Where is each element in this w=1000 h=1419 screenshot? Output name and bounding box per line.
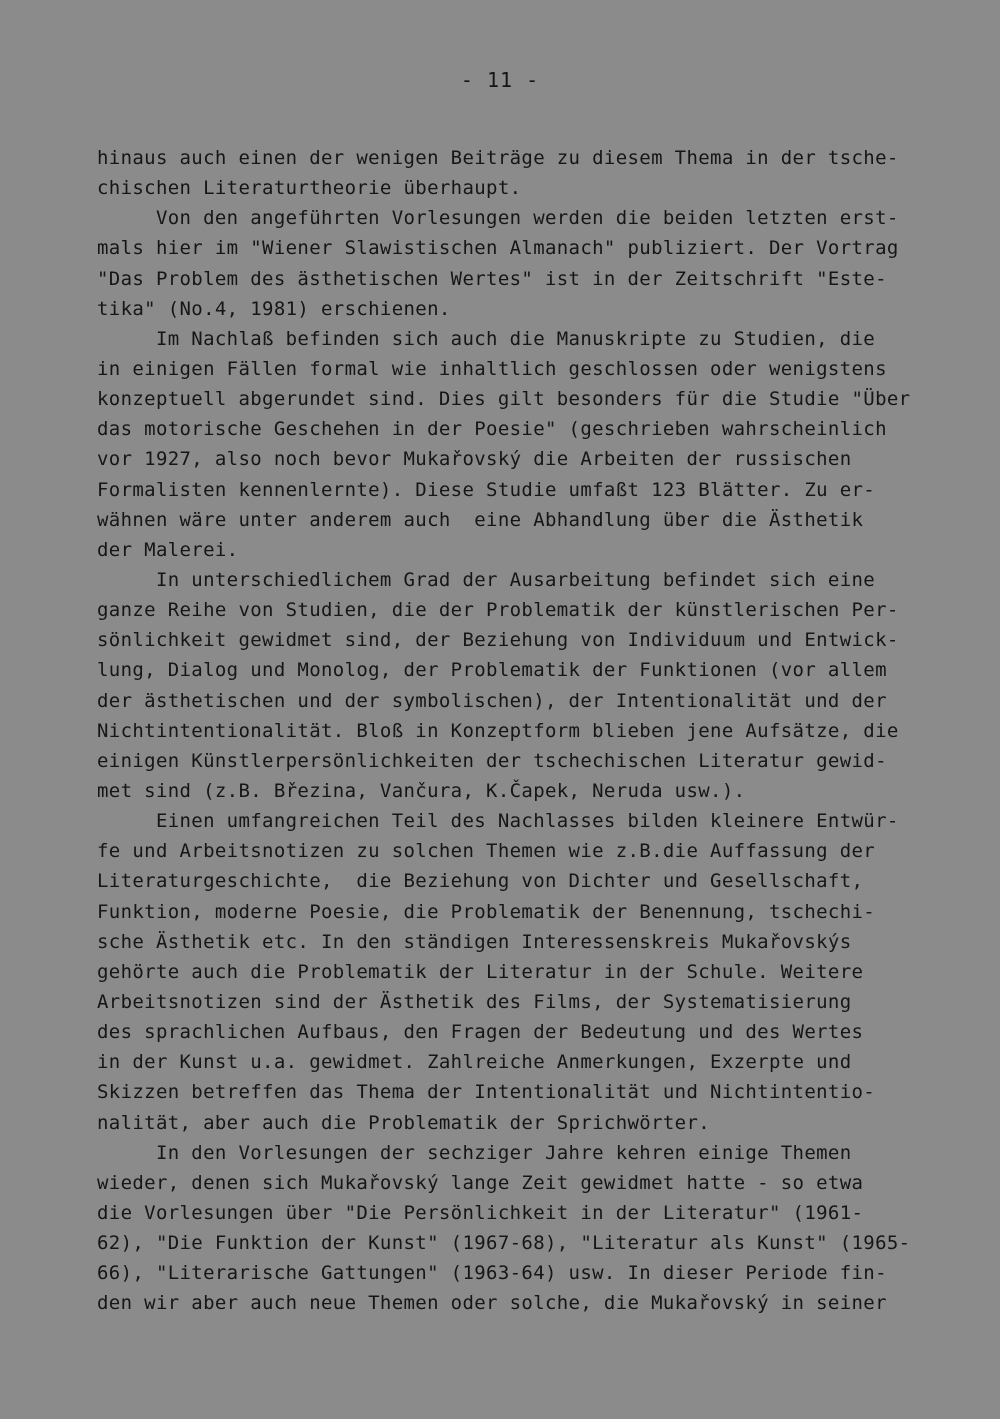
text-line: Einen umfangreichen Teil des Nachlasses bilden kleinere Entwür- bbox=[97, 810, 899, 833]
text-line: hinaus auch einen der wenigen Beiträge zu diesem Thema in der tsche- bbox=[97, 147, 899, 169]
text-line: In den Vorlesungen der sechziger Jahre kehren einige Themen bbox=[97, 1141, 852, 1164]
text-line: wieder, denen sich Mukařovský lange Zeit gewidmet hatte - so etwa bbox=[97, 1171, 864, 1194]
text-line: sche Ästhetik etc. In den ständigen Interessenskreis Mukařovskýs bbox=[97, 930, 852, 953]
text-line: chischen Literaturtheorie überhaupt. bbox=[97, 177, 522, 200]
text-line: 62), "Die Funktion der Kunst" (1967-68), "Literatur als Kunst" (1965- bbox=[97, 1232, 911, 1255]
body-text bbox=[97, 143, 927, 1318]
page-number: - 11 - bbox=[460, 68, 540, 92]
text-line: Skizzen betreffen das Thema der Intentionalität und Nichtintentio- bbox=[97, 1081, 876, 1104]
text-line: In unterschiedlichem Grad der Ausarbeitung befindet sich eine bbox=[97, 568, 876, 591]
text-line: der ästhetischen und der symbolischen), der Intentionalität und der bbox=[97, 689, 887, 712]
text-line: die Vorlesungen über "Die Persönlichkeit in der Literatur" (1961- bbox=[97, 1201, 864, 1224]
text-line: des sprachlichen Aufbaus, den Fragen der Bedeutung und des Wertes bbox=[97, 1021, 864, 1044]
text-line: mals hier im "Wiener Slawistischen Almanach" publiziert. Der Vortrag bbox=[97, 237, 899, 260]
text-line: 66), "Literarische Gattungen" (1963-64) usw. In dieser Periode fin- bbox=[97, 1262, 887, 1285]
text-line: Im Nachlaß befinden sich auch die Manuskripte zu Studien, die bbox=[97, 327, 876, 350]
text-line: Funktion, moderne Poesie, die Problematik der Benennung, tschechi- bbox=[97, 900, 876, 923]
text-line: lung, Dialog und Monolog, der Problematik der Funktionen (vor allem bbox=[97, 659, 887, 682]
text-line: in einigen Fällen formal wie inhaltlich geschlossen oder wenigstens bbox=[97, 357, 887, 380]
text-line: ganze Reihe von Studien, die der Problematik der künstlerischen Per- bbox=[97, 599, 899, 622]
text-line: wähnen wäre unter anderem auch eine Abhandlung über die Ästhetik bbox=[97, 508, 864, 531]
text-line: met sind (z.B. Březina, Vančura, K.Čapek, Neruda usw.). bbox=[97, 779, 746, 802]
text-line: nalität, aber auch die Problematik der Sprichwörter. bbox=[97, 1111, 711, 1134]
text-line: "Das Problem des ästhetischen Wertes" ist in der Zeitschrift "Este- bbox=[97, 267, 887, 290]
text-line: Formalisten kennenlernte). Diese Studie umfaßt 123 Blätter. Zu er- bbox=[97, 478, 876, 501]
text-line: Nichtintentionalität. Bloß in Konzeptform blieben jene Aufsätze, die bbox=[97, 719, 899, 742]
text-line: einigen Künstlerpersönlichkeiten der tschechischen Literatur gewid- bbox=[97, 749, 887, 772]
text-line: fe und Arbeitsnotizen zu solchen Themen wie z.B.die Auffassung der bbox=[97, 840, 876, 863]
text-line: sönlichkeit gewidmet sind, der Beziehung von Individuum und Entwick- bbox=[97, 629, 899, 652]
text-line: Literaturgeschichte, die Beziehung von Dichter und Gesellschaft, bbox=[97, 870, 864, 893]
text-line: in der Kunst u.a. gewidmet. Zahlreiche Anmerkungen, Exzerpte und bbox=[97, 1051, 852, 1074]
text-line: den wir aber auch neue Themen oder solche, die Mukařovský in seiner bbox=[97, 1292, 887, 1315]
text-line: der Malerei. bbox=[97, 538, 239, 561]
text-line: das motorische Geschehen in der Poesie" (geschrieben wahrscheinlich bbox=[97, 418, 887, 441]
text-line: Arbeitsnotizen sind der Ästhetik des Films, der Systematisierung bbox=[97, 990, 852, 1013]
text-line: tika" (No.4, 1981) erschienen. bbox=[97, 297, 451, 320]
text-line: gehörte auch die Problematik der Literatur in der Schule. Weitere bbox=[97, 960, 864, 983]
text-line: konzeptuell abgerundet sind. Dies gilt besonders für die Studie "Über bbox=[97, 388, 911, 411]
text-line: vor 1927, also noch bevor Mukařovský die Arbeiten der russischen bbox=[97, 448, 852, 471]
text-line: Von den angeführten Vorlesungen werden die beiden letzten erst- bbox=[97, 207, 899, 230]
